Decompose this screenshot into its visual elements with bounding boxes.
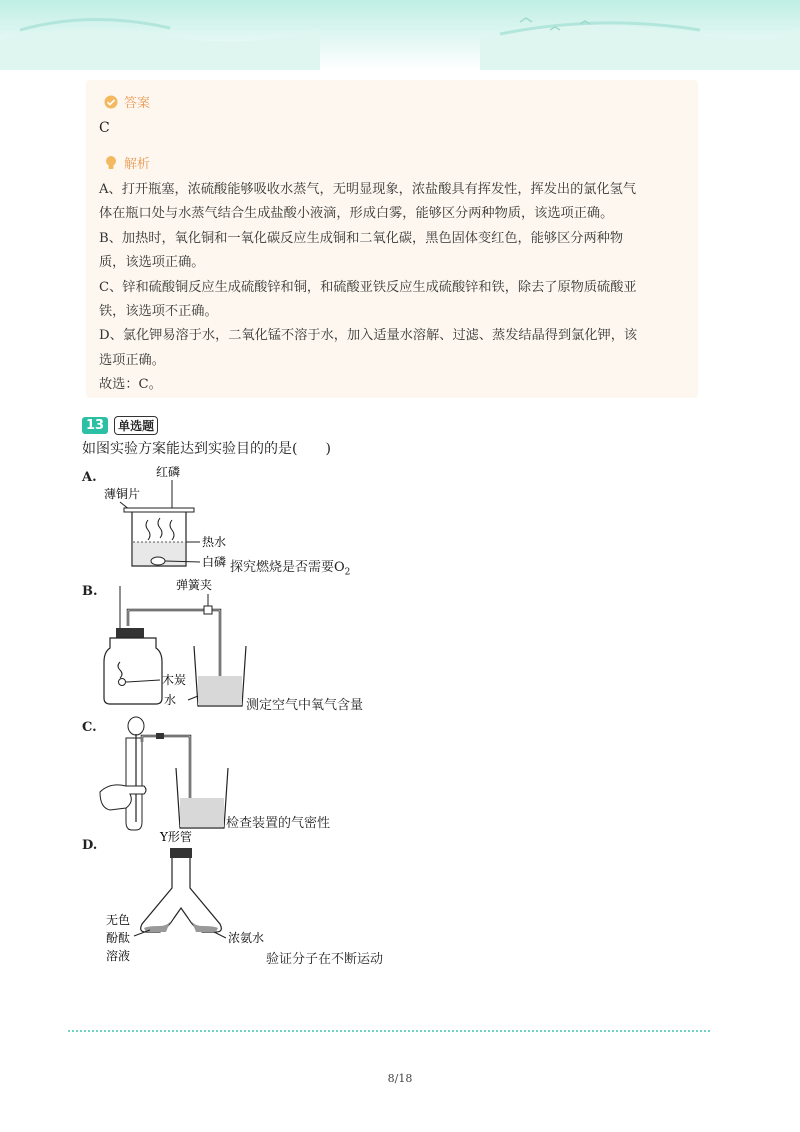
label-white-phosphorus: 白磷 <box>202 555 227 569</box>
option-d-caption: 验证分子在不断运动 <box>266 952 384 967</box>
question-type: 单选题 <box>114 416 158 435</box>
label-ammonia: 浓氨水 <box>228 931 265 945</box>
explanation-line: D、氯化钾易溶于水，二氧化锰不溶于水，加入适量水溶解、过滤、蒸发结晶得到氯化钾，该 <box>99 328 638 344</box>
explanation-line: 选项正确。 <box>99 352 165 368</box>
question-header <box>82 416 158 435</box>
footer-divider <box>68 1030 710 1032</box>
label-y-tube: Y形管 <box>160 830 192 844</box>
question-stem: 如图实验方案能达到实验目的的是( ) <box>82 441 331 457</box>
option-b-letter: B. <box>82 584 98 599</box>
explanation-label: 解析 <box>124 157 151 172</box>
check-badge-icon <box>104 95 118 109</box>
label-phenol-3: 溶液 <box>106 949 131 963</box>
option-d-letter: D. <box>82 838 98 853</box>
explanation-body <box>99 178 684 398</box>
option-c-letter: C. <box>82 720 97 735</box>
question-number: 13 <box>82 417 108 434</box>
explanation-header <box>104 153 150 172</box>
answer-label: 答案 <box>124 96 151 111</box>
label-hot-water: 热水 <box>202 535 227 549</box>
label-spring-clamp: 弹簧夹 <box>176 578 213 592</box>
explanation-line: 质，该选项正确。 <box>99 255 205 271</box>
label-phenol-1: 无色 <box>106 913 131 927</box>
hand-icon <box>100 785 146 810</box>
label-charcoal: 木炭 <box>162 673 187 687</box>
answer-header <box>104 92 150 111</box>
option-a-caption: 探究燃烧是否需要$O_2$ <box>230 560 351 578</box>
explanation-line: B、加热时，氧化铜和一氧化碳反应生成铜和二氧化碳，黑色固体变红色，能够区分两种物 <box>99 230 623 246</box>
label-red-phosphorus: 红磷 <box>156 465 181 479</box>
answer-value: C <box>99 120 110 136</box>
explanation-line: 铁，该选项不正确。 <box>99 304 218 320</box>
explanation-line: 故选：C。 <box>99 377 162 393</box>
explanation-line: C、锌和硫酸铜反应生成硫酸锌和铜，和硫酸亚铁反应生成硫酸锌和铁，除去了原物质硫酸亚 <box>99 279 637 295</box>
header-banner <box>0 0 800 70</box>
option-b-caption: 测定空气中氧气含量 <box>246 698 364 713</box>
label-phenol-2: 酚酞 <box>106 931 131 945</box>
label-copper-sheet: 薄铜片 <box>104 487 141 501</box>
explanation-line: 体在瓶口处与水蒸气结合生成盐酸小液滴，形成白雾，能够区分两种物质，该选项正确。 <box>99 206 614 222</box>
page-number: 8/18 <box>387 1072 413 1085</box>
explanation-line: A、打开瓶塞，浓硫酸能够吸收水蒸气，无明显现象，浓盐酸具有挥发性，挥发出的氯化氢气 <box>99 182 637 197</box>
label-water: 水 <box>164 693 177 707</box>
option-d-figure <box>90 828 290 968</box>
lightbulb-icon <box>104 155 118 171</box>
option-c-caption: 检查装置的气密性 <box>226 816 331 831</box>
option-a-letter: A. <box>82 470 97 485</box>
